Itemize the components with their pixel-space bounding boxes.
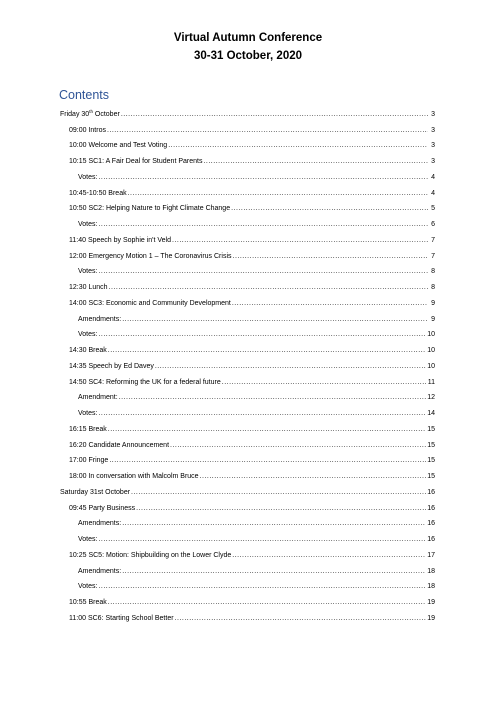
toc-page-number: 8 xyxy=(431,268,435,276)
toc-entry-label: 11:00 SC6: Starting School Better xyxy=(69,614,174,622)
toc-leader-dots xyxy=(168,141,428,150)
toc-entry-label: 10:50 SC2: Helping Nature to Fight Climate Change xyxy=(69,205,231,213)
toc-entry-label: 10:00 Welcome and Test Voting xyxy=(69,142,168,150)
toc-leader-dots xyxy=(98,330,426,339)
toc-entry-label: 17:00 Fringe xyxy=(69,457,109,465)
toc-leader-dots xyxy=(119,393,427,402)
toc-page-number: 18 xyxy=(427,583,435,591)
toc-leader-dots xyxy=(155,362,426,371)
toc-page-number: 15 xyxy=(427,473,435,480)
toc-leader-dots xyxy=(121,110,428,119)
toc-entry[interactable] xyxy=(60,450,435,466)
toc-leader-dots xyxy=(98,409,426,418)
toc-entry[interactable] xyxy=(60,497,435,513)
toc-page-number: 4 xyxy=(431,173,435,181)
toc-leader-dots xyxy=(98,582,426,591)
toc-entry[interactable] xyxy=(60,528,435,544)
toc-leader-dots xyxy=(170,441,426,450)
toc-entry-label: 14:50 SC4: Reforming the UK for a federal future xyxy=(69,378,221,386)
toc-entry[interactable] xyxy=(60,103,435,119)
toc-leader-dots xyxy=(98,220,428,229)
toc-entry[interactable] xyxy=(60,276,435,292)
toc-leader-dots xyxy=(108,598,426,607)
toc-entry-label: 10:55 Break xyxy=(69,599,107,606)
toc-entry[interactable] xyxy=(60,513,435,529)
toc-page-number: 12 xyxy=(427,394,435,402)
toc-leader-dots xyxy=(136,504,426,513)
toc-page-number: 3 xyxy=(431,142,435,150)
toc-leader-dots xyxy=(233,252,428,261)
toc-entry[interactable] xyxy=(60,166,435,182)
toc-entry-label: 11:40 Speech by Sophie in't Veld xyxy=(69,236,172,244)
toc-entry-label: 14:35 Speech by Ed Davey xyxy=(69,362,154,370)
toc-page-number: 15 xyxy=(427,441,435,449)
toc-entry[interactable] xyxy=(60,182,435,198)
toc-page-number: 6 xyxy=(431,221,435,228)
toc-page-number: 17 xyxy=(427,551,435,559)
toc-entry-label: Votes: xyxy=(78,331,98,339)
toc-leader-dots xyxy=(172,236,428,245)
toc-entry-label: 16:20 Candidate Announcement xyxy=(69,441,170,449)
toc-leader-dots xyxy=(200,472,427,481)
toc-page-number: 8 xyxy=(431,284,435,291)
toc-page-number: 10 xyxy=(427,362,435,370)
toc-page-number: 16 xyxy=(427,504,435,512)
toc-page-number: 5 xyxy=(431,205,435,213)
toc-entry-superscript: th xyxy=(89,108,93,114)
toc-page-number: 19 xyxy=(427,614,435,622)
toc-leader-dots xyxy=(98,173,428,182)
toc-entry-label: 10:15 SC1: A Fair Deal for Student Parents xyxy=(69,158,203,165)
toc-page-number: 10 xyxy=(427,347,435,354)
toc-leader-dots xyxy=(98,267,428,276)
toc-entry[interactable] xyxy=(60,544,435,560)
toc-entry-label: Votes: xyxy=(78,268,98,276)
toc-entry[interactable] xyxy=(60,591,435,607)
toc-entry[interactable] xyxy=(60,292,435,308)
toc-page-number: 10 xyxy=(427,331,435,339)
toc-entry[interactable] xyxy=(60,481,435,497)
toc-page-number: 3 xyxy=(431,126,435,134)
toc-page-number: 9 xyxy=(431,299,435,307)
toc-entry[interactable] xyxy=(60,434,435,450)
toc-entry-label: Amendments: xyxy=(78,315,122,323)
toc-page-number: 19 xyxy=(427,599,435,606)
contents-heading: Contents xyxy=(59,88,110,102)
toc-entry-label: 10:25 SC5: Motion: Shipbuilding on the Lower Clyde xyxy=(69,551,232,559)
toc-leader-dots xyxy=(108,346,426,355)
toc-entry[interactable] xyxy=(60,418,435,434)
toc-entry[interactable] xyxy=(60,261,435,277)
toc-entry[interactable] xyxy=(60,355,435,371)
toc-entry-label: Votes: xyxy=(78,410,98,417)
toc-page-number: 15 xyxy=(427,425,435,433)
document-title: Virtual Autumn Conference xyxy=(173,32,323,44)
toc-entry-label: Votes: xyxy=(78,583,98,591)
toc-entry[interactable] xyxy=(60,150,435,166)
toc-leader-dots xyxy=(108,425,426,434)
toc-entry-label: 10:45-10:50 Break xyxy=(69,189,127,197)
toc-entry-label: Amendments: xyxy=(78,520,122,528)
toc-entry[interactable] xyxy=(60,387,435,403)
toc-leader-dots xyxy=(203,157,428,166)
toc-page-number: 16 xyxy=(427,488,435,496)
toc-entry[interactable] xyxy=(60,213,435,229)
toc-leader-dots xyxy=(122,567,426,576)
toc-leader-dots xyxy=(232,551,426,560)
toc-entry[interactable] xyxy=(60,339,435,355)
toc-leader-dots xyxy=(175,614,427,623)
toc-entry[interactable] xyxy=(60,198,435,214)
toc-entry-label: Friday 30 xyxy=(60,110,90,118)
document-subtitle: 30-31 October, 2020 xyxy=(193,50,303,62)
toc-leader-dots xyxy=(98,535,426,544)
toc-page-number: 3 xyxy=(431,158,435,165)
toc-leader-dots xyxy=(128,189,428,198)
toc-entry[interactable] xyxy=(60,402,435,418)
toc-page-number: 18 xyxy=(427,567,435,575)
toc-entry-label: 18:00 In conversation with Malcolm Bruce xyxy=(69,473,199,480)
toc-entry[interactable] xyxy=(60,465,435,481)
toc-page-number: 16 xyxy=(427,520,435,528)
toc-entry-label: Amendments: xyxy=(78,567,122,575)
toc-leader-dots xyxy=(109,456,426,465)
toc-entry-label: 09:45 Party Business xyxy=(69,504,136,512)
toc-entry-label: 16:15 Break xyxy=(69,425,107,433)
toc-entry[interactable] xyxy=(60,607,435,623)
toc-entry[interactable] xyxy=(60,308,435,324)
toc-entry-label: Saturday 31st October xyxy=(60,488,131,496)
toc-entry-label: 14:00 SC3: Economic and Community Development xyxy=(69,299,231,307)
toc-entry-label: Votes: xyxy=(78,221,98,228)
toc-entry[interactable] xyxy=(60,560,435,576)
toc-leader-dots xyxy=(122,519,426,528)
toc-page-number: 15 xyxy=(427,457,435,465)
toc-page-number: 7 xyxy=(431,236,435,244)
toc-page-number: 7 xyxy=(431,252,435,260)
toc-page-number: 9 xyxy=(431,315,435,323)
toc-entry[interactable] xyxy=(60,229,435,245)
toc-leader-dots xyxy=(122,315,428,324)
toc-entry-label: 09:00 Intros xyxy=(69,126,106,134)
toc-entry[interactable] xyxy=(60,576,435,592)
toc-entry[interactable] xyxy=(60,119,435,135)
toc-leader-dots xyxy=(109,283,428,292)
toc-entry-label-group xyxy=(60,110,120,119)
toc-page-number: 16 xyxy=(427,536,435,543)
toc-leader-dots xyxy=(107,126,428,135)
toc-entry-label: Votes: xyxy=(78,536,98,543)
toc-entry-label: Amendment: xyxy=(78,394,118,402)
toc-entry[interactable] xyxy=(60,135,435,151)
toc-leader-dots xyxy=(232,299,428,308)
toc-entry-label: Votes: xyxy=(78,173,98,181)
toc-entry[interactable] xyxy=(60,324,435,340)
toc-leader-dots xyxy=(222,378,427,387)
toc-entry[interactable] xyxy=(60,371,435,387)
toc-leader-dots xyxy=(131,488,426,497)
toc-page-number: 11 xyxy=(427,378,435,386)
toc-entry-label: 12:00 Emergency Motion 1 – The Coronavirus Crisis xyxy=(69,252,232,260)
table-of-contents xyxy=(60,103,435,623)
toc-page-number: 3 xyxy=(431,110,435,118)
toc-entry-label-rest: October xyxy=(92,110,120,118)
toc-entry[interactable] xyxy=(60,245,435,261)
toc-entry-label: 14:30 Break xyxy=(69,347,107,354)
toc-leader-dots xyxy=(231,204,428,213)
toc-page-number: 14 xyxy=(427,410,435,417)
toc-page-number: 4 xyxy=(431,189,435,197)
toc-entry-label: 12:30 Lunch xyxy=(69,284,108,291)
